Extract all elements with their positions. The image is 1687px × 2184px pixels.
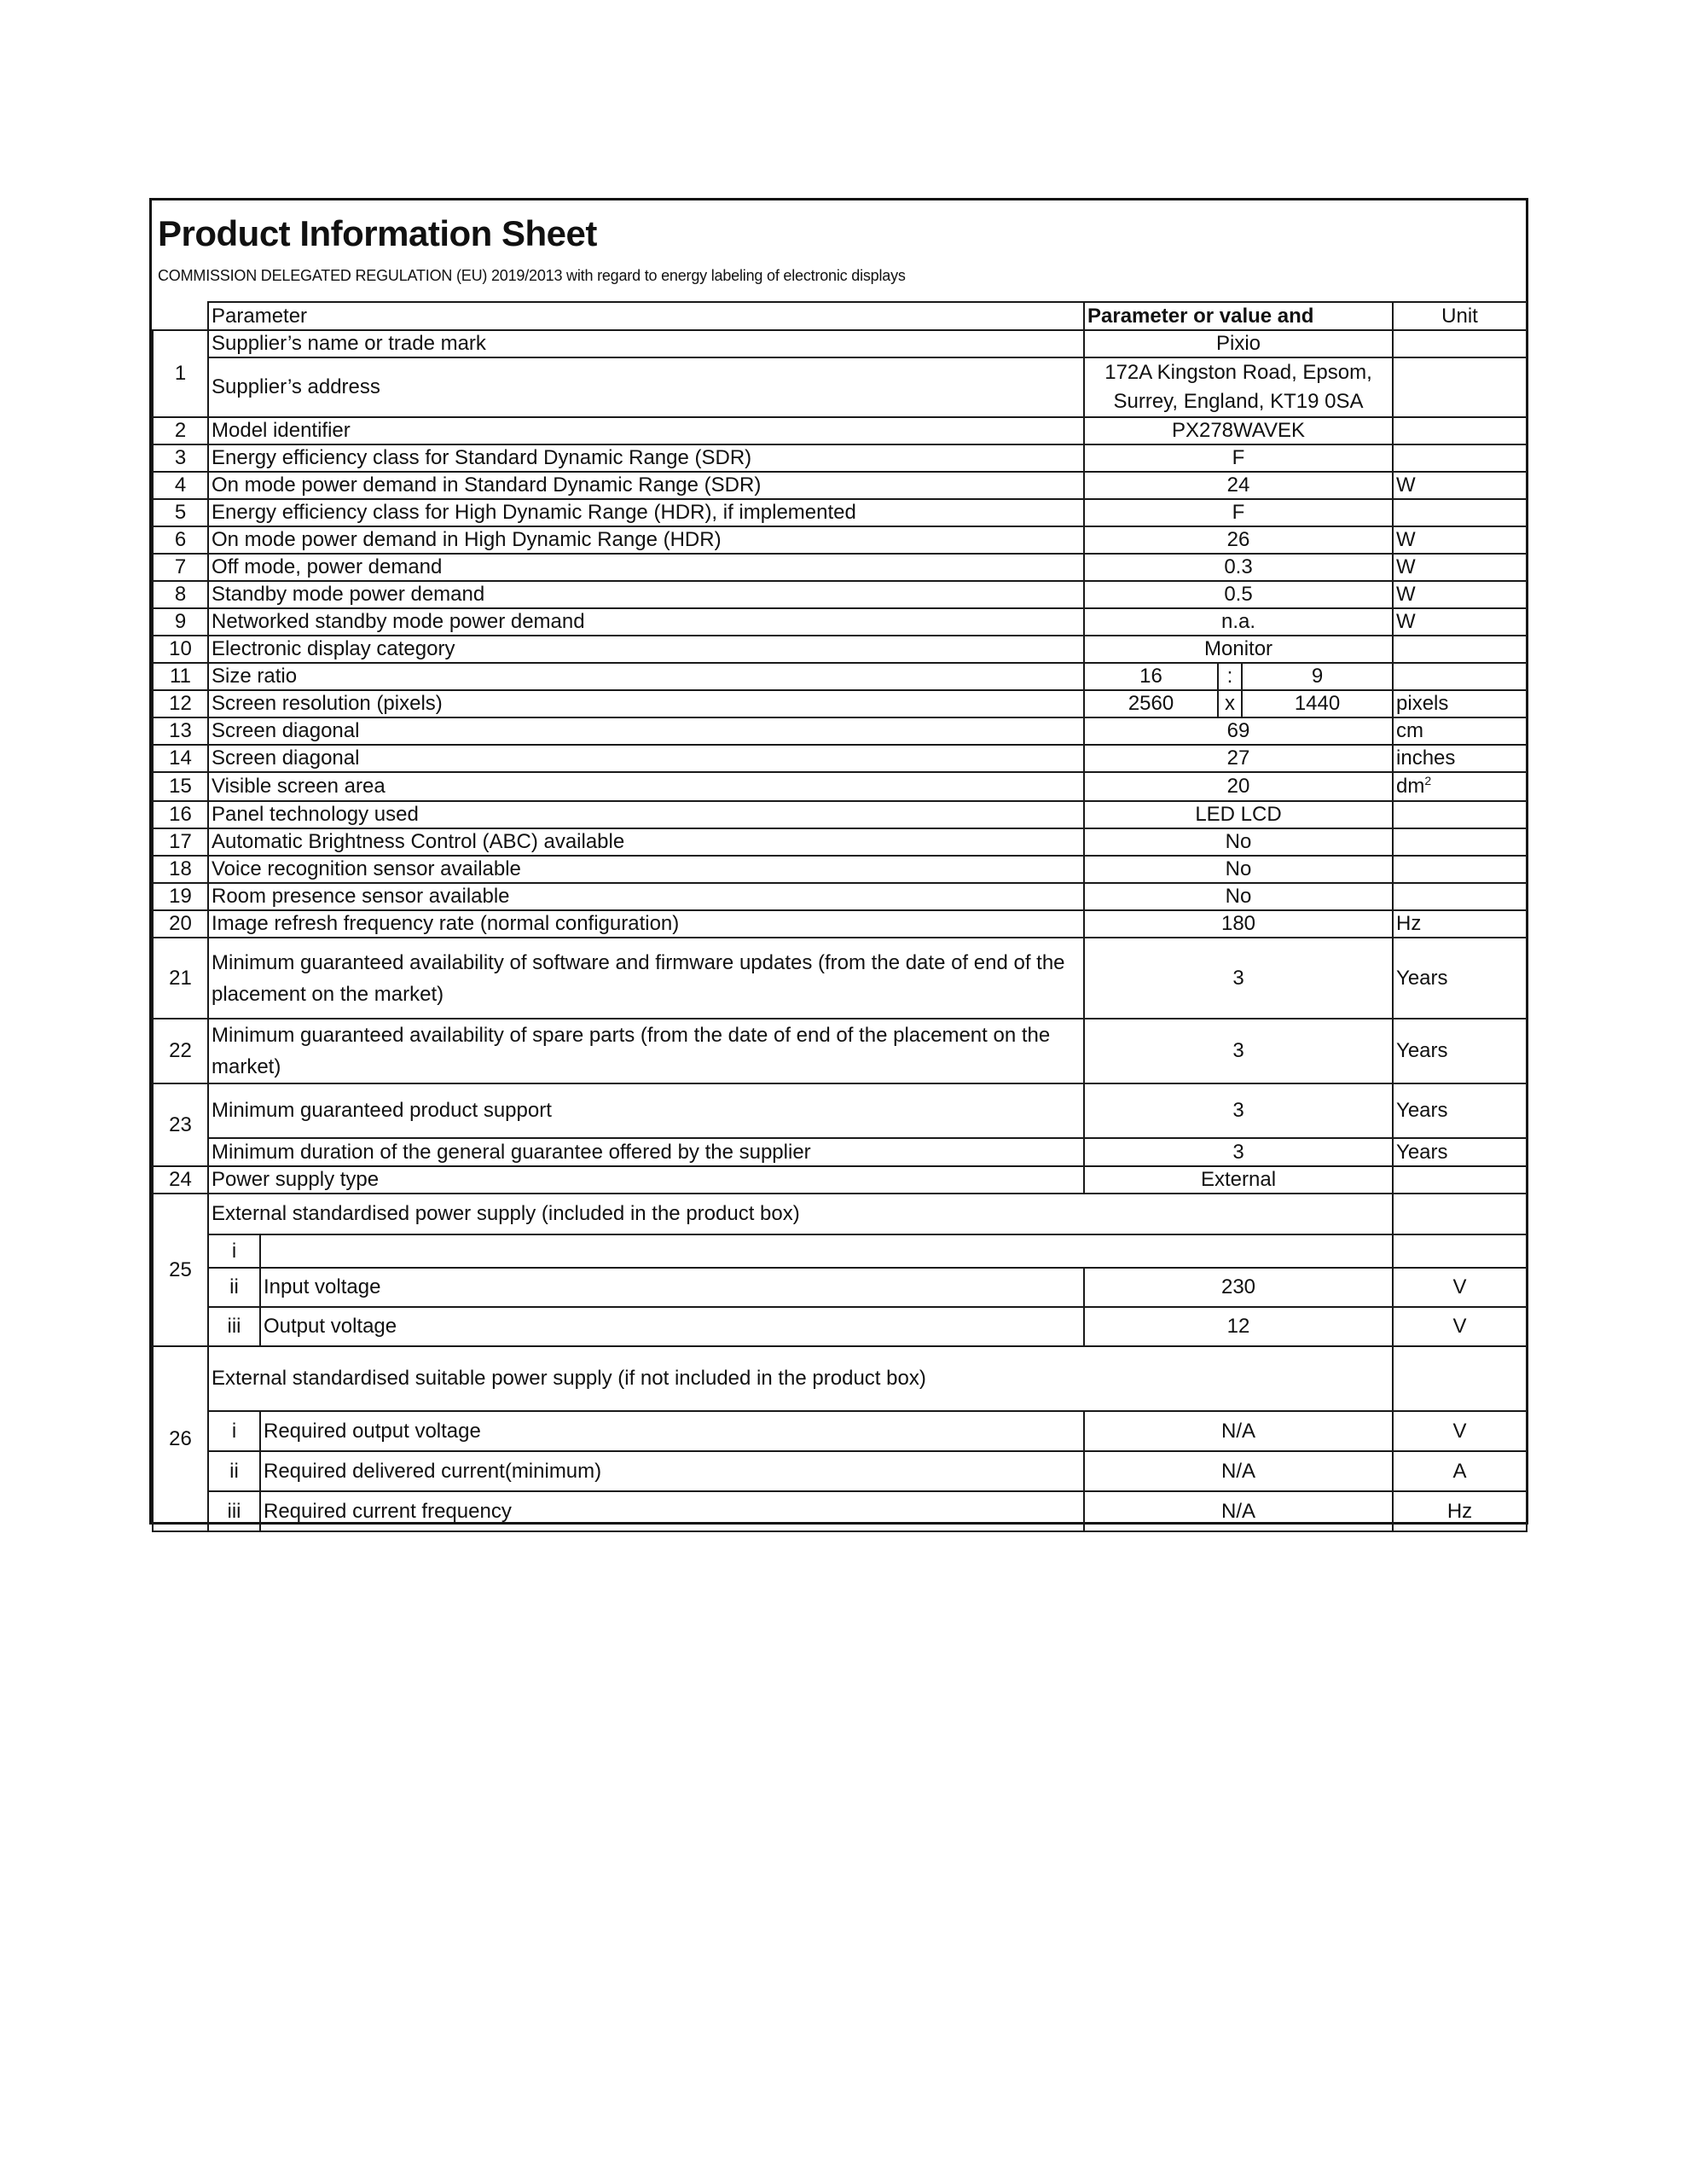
sub-row-parameter: Required current frequency xyxy=(260,1491,1084,1531)
row-unit xyxy=(1393,499,1527,526)
table-row xyxy=(153,526,1527,554)
row-unit xyxy=(1393,883,1527,910)
row-value: N/A xyxy=(1084,1451,1393,1491)
row-parameter: Screen diagonal xyxy=(208,745,1084,772)
table-row xyxy=(153,1083,1527,1138)
row-parameter: Electronic display category xyxy=(208,636,1084,663)
row-parameter: Screen resolution (pixels) xyxy=(208,690,1084,717)
table-row xyxy=(153,1411,1527,1451)
row-value: N/A xyxy=(1084,1491,1393,1531)
table-row xyxy=(153,883,1527,910)
row-unit: Years xyxy=(1393,1138,1527,1166)
row-value: 172A Kingston Road, Epsom, Surrey, England, KT19 0SA xyxy=(1084,357,1393,417)
row-parameter: External standardised power supply (included in the product box) xyxy=(208,1194,1393,1234)
row-value: N/A xyxy=(1084,1411,1393,1451)
row-number: 22 xyxy=(153,1019,208,1083)
row-number: 25 xyxy=(153,1194,208,1346)
table-row xyxy=(153,417,1527,444)
row-value: 3 xyxy=(1084,1083,1393,1138)
table-row xyxy=(153,357,1527,417)
resolution-separator: x xyxy=(1217,691,1243,717)
row-parameter: Voice recognition sensor available xyxy=(208,856,1084,883)
row-value: 0.5 xyxy=(1084,581,1393,608)
row-number: 5 xyxy=(153,499,208,526)
spec-table xyxy=(152,301,1528,1532)
row-unit xyxy=(1393,330,1527,357)
row-parameter: Minimum guaranteed availability of spare parts (from the date of end of the placement on the market) xyxy=(208,1019,1084,1083)
row-unit: V xyxy=(1393,1307,1527,1346)
row-unit: A xyxy=(1393,1451,1527,1491)
row-unit xyxy=(1393,357,1527,417)
row-unit: Hz xyxy=(1393,910,1527,938)
header-parameter: Parameter xyxy=(208,302,1084,330)
row-number: 8 xyxy=(153,581,208,608)
row-value: No xyxy=(1084,883,1393,910)
table-row xyxy=(153,1268,1527,1307)
row-unit xyxy=(1393,828,1527,856)
row-unit xyxy=(1393,1166,1527,1194)
row-value: 20 xyxy=(1084,772,1393,801)
table-row xyxy=(153,1166,1527,1194)
ratio-width: 16 xyxy=(1139,665,1162,688)
row-number: 1 xyxy=(153,330,208,417)
resolution-width: 2560 xyxy=(1128,692,1174,715)
sub-row-parameter: Required output voltage xyxy=(260,1411,1084,1451)
sub-row-label: i xyxy=(208,1234,260,1268)
row-number: 14 xyxy=(153,745,208,772)
row-parameter: Visible screen area xyxy=(208,772,1084,801)
table-row xyxy=(153,330,1527,357)
row-parameter: Minimum guaranteed product support xyxy=(208,1083,1084,1138)
ratio-height: 9 xyxy=(1311,665,1324,688)
row-unit: W xyxy=(1393,472,1527,499)
row-parameter: Standby mode power demand xyxy=(208,581,1084,608)
row-value: F xyxy=(1084,444,1393,472)
row-parameter: Off mode, power demand xyxy=(208,554,1084,581)
row-parameter: Model identifier xyxy=(208,417,1084,444)
row-value: No xyxy=(1084,828,1393,856)
table-row xyxy=(153,910,1527,938)
table-row xyxy=(153,745,1527,772)
row-unit: W xyxy=(1393,554,1527,581)
row-unit: W xyxy=(1393,581,1527,608)
row-value: n.a. xyxy=(1084,608,1393,636)
row-unit xyxy=(1393,801,1527,828)
table-row xyxy=(153,554,1527,581)
row-unit xyxy=(1393,1234,1527,1268)
row-parameter: On mode power demand in Standard Dynamic Range (SDR) xyxy=(208,472,1084,499)
sub-row-label: ii xyxy=(208,1268,260,1307)
table-row xyxy=(153,828,1527,856)
table-row xyxy=(153,717,1527,745)
row-unit xyxy=(1393,663,1527,690)
sub-row-label: i xyxy=(208,1411,260,1451)
row-number: 21 xyxy=(153,938,208,1019)
row-number: 26 xyxy=(153,1346,208,1531)
product-information-sheet xyxy=(149,198,1528,1525)
table-row xyxy=(153,663,1527,690)
table-row xyxy=(153,472,1527,499)
table-row xyxy=(153,608,1527,636)
row-number: 4 xyxy=(153,472,208,499)
row-parameter: Supplier’s name or trade mark xyxy=(208,330,1084,357)
table-row xyxy=(153,1019,1527,1083)
sub-row-parameter: Required delivered current(minimum) xyxy=(260,1451,1084,1491)
table-row xyxy=(153,772,1527,801)
row-unit xyxy=(1393,444,1527,472)
row-number: 13 xyxy=(153,717,208,745)
table-row xyxy=(153,581,1527,608)
table-row xyxy=(153,444,1527,472)
table-row xyxy=(153,499,1527,526)
row-value: External xyxy=(1084,1166,1393,1194)
row-value: 24 xyxy=(1084,472,1393,499)
row-value: 69 xyxy=(1084,717,1393,745)
page-subtitle: COMMISSION DELEGATED REGULATION (EU) 2019/2013 with regard to energy labeling of electronic displays xyxy=(158,267,906,284)
row-unit xyxy=(1393,856,1527,883)
table-row xyxy=(153,856,1527,883)
row-value: 230 xyxy=(1084,1268,1393,1307)
row-number: 24 xyxy=(153,1166,208,1194)
row-number: 10 xyxy=(153,636,208,663)
row-unit: Hz xyxy=(1393,1491,1527,1531)
row-parameter: Supplier’s address xyxy=(208,357,1084,417)
row-value: 12 xyxy=(1084,1307,1393,1346)
row-unit: pixels xyxy=(1393,690,1527,717)
row-value: LED LCD xyxy=(1084,801,1393,828)
row-parameter: On mode power demand in High Dynamic Range (HDR) xyxy=(208,526,1084,554)
row-value: No xyxy=(1084,856,1393,883)
row-value: 0.3 xyxy=(1084,554,1393,581)
row-unit: Years xyxy=(1393,1083,1527,1138)
table-row xyxy=(153,1346,1527,1411)
row-value: 26 xyxy=(1084,526,1393,554)
row-unit: cm xyxy=(1393,717,1527,745)
row-number: 16 xyxy=(153,801,208,828)
row-value xyxy=(1084,690,1393,717)
sub-row-label: iii xyxy=(208,1307,260,1346)
row-value: Pixio xyxy=(1084,330,1393,357)
row-parameter: Room presence sensor available xyxy=(208,883,1084,910)
row-value: 3 xyxy=(1084,1138,1393,1166)
row-parameter: Networked standby mode power demand xyxy=(208,608,1084,636)
row-parameter: Screen diagonal xyxy=(208,717,1084,745)
row-unit: V xyxy=(1393,1268,1527,1307)
sub-row-parameter: Input voltage xyxy=(260,1268,1084,1307)
row-number: 11 xyxy=(153,663,208,690)
page-title: Product Information Sheet xyxy=(158,213,597,253)
row-unit: inches xyxy=(1393,745,1527,772)
row-value: PX278WAVEK xyxy=(1084,417,1393,444)
unit-superscript: 2 xyxy=(1424,774,1432,787)
sub-row-parameter: Output voltage xyxy=(260,1307,1084,1346)
row-unit: W xyxy=(1393,608,1527,636)
row-value xyxy=(1084,663,1393,690)
row-parameter: Image refresh frequency rate (normal configuration) xyxy=(208,910,1084,938)
row-number: 6 xyxy=(153,526,208,554)
header-value: Parameter or value and xyxy=(1084,302,1393,330)
table-row xyxy=(153,801,1527,828)
row-parameter: Energy efficiency class for Standard Dynamic Range (SDR) xyxy=(208,444,1084,472)
row-parameter: Energy efficiency class for High Dynamic Range (HDR), if implemented xyxy=(208,499,1084,526)
row-number: 3 xyxy=(153,444,208,472)
row-unit xyxy=(1393,636,1527,663)
row-unit xyxy=(1393,417,1527,444)
table-row xyxy=(153,1234,1527,1268)
table-header-row xyxy=(153,302,1527,330)
row-parameter: External standardised suitable power supply (if not included in the product box) xyxy=(208,1346,1393,1411)
row-parameter: Panel technology used xyxy=(208,801,1084,828)
row-parameter: Minimum duration of the general guarantee offered by the supplier xyxy=(208,1138,1084,1166)
row-unit: Years xyxy=(1393,938,1527,1019)
table-row xyxy=(153,636,1527,663)
table-row xyxy=(153,1307,1527,1346)
row-value: F xyxy=(1084,499,1393,526)
row-number: 9 xyxy=(153,608,208,636)
sub-row-label: iii xyxy=(208,1491,260,1531)
row-value: 3 xyxy=(1084,1019,1393,1083)
sub-row-parameter xyxy=(260,1234,1393,1268)
table-row xyxy=(153,1451,1527,1491)
row-number: 7 xyxy=(153,554,208,581)
row-unit xyxy=(1393,772,1527,801)
row-number: 23 xyxy=(153,1083,208,1166)
row-parameter: Power supply type xyxy=(208,1166,1084,1194)
row-parameter: Size ratio xyxy=(208,663,1084,690)
row-value: 180 xyxy=(1084,910,1393,938)
table-row xyxy=(153,1138,1527,1166)
header-unit: Unit xyxy=(1393,302,1527,330)
row-number: 12 xyxy=(153,690,208,717)
sub-row-label: ii xyxy=(208,1451,260,1491)
table-row xyxy=(153,1194,1527,1234)
row-unit xyxy=(1393,1194,1527,1234)
row-number: 18 xyxy=(153,856,208,883)
table-row xyxy=(153,690,1527,717)
table-row xyxy=(153,1491,1527,1531)
ratio-separator: : xyxy=(1217,664,1243,689)
unit-text: dm xyxy=(1396,775,1425,798)
row-parameter: Automatic Brightness Control (ABC) available xyxy=(208,828,1084,856)
row-unit xyxy=(1393,1346,1527,1411)
row-number: 20 xyxy=(153,910,208,938)
resolution-height: 1440 xyxy=(1294,692,1341,715)
row-value: Monitor xyxy=(1084,636,1393,663)
header-blank xyxy=(153,302,208,330)
row-unit: W xyxy=(1393,526,1527,554)
row-unit: V xyxy=(1393,1411,1527,1451)
table-row xyxy=(153,938,1527,1019)
row-number: 2 xyxy=(153,417,208,444)
row-value: 3 xyxy=(1084,938,1393,1019)
row-unit: Years xyxy=(1393,1019,1527,1083)
row-number: 19 xyxy=(153,883,208,910)
row-value: 27 xyxy=(1084,745,1393,772)
row-parameter: Minimum guaranteed availability of software and firmware updates (from the date of end of the placement on the market) xyxy=(208,938,1084,1019)
row-number: 17 xyxy=(153,828,208,856)
row-number: 15 xyxy=(153,772,208,801)
